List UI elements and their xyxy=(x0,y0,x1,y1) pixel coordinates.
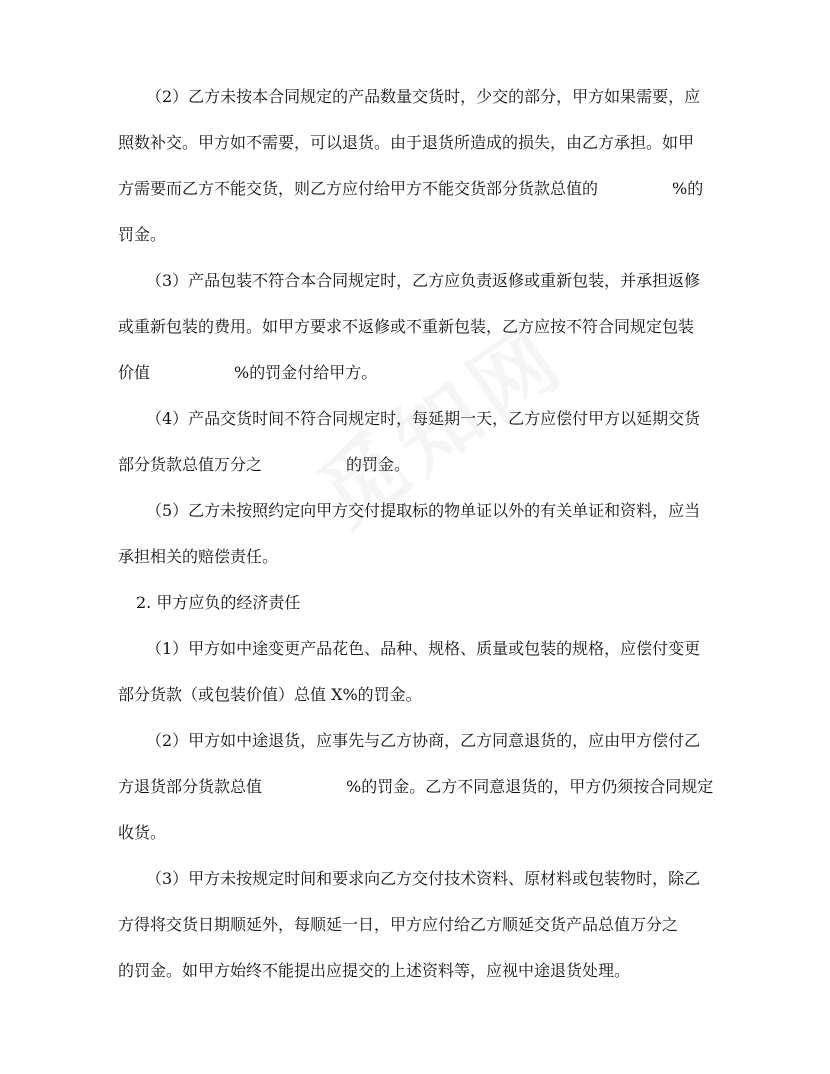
paragraph-line xyxy=(118,902,718,948)
fill-blank xyxy=(262,442,346,488)
text-span: 方退货部分货款总值 xyxy=(118,777,263,796)
fill-blank xyxy=(598,166,672,212)
text-span: （3）产品包装不符合本合同规定时，乙方应负责返修或重新包装，并承担返修 xyxy=(146,271,701,290)
text-span: 的罚金。如甲方始终不能提出应提交的上述资料等，应视中途退货处理。 xyxy=(118,961,631,980)
text-span: 的罚金。 xyxy=(346,455,411,474)
paragraph-line xyxy=(118,672,718,718)
paragraph-line xyxy=(118,396,718,442)
text-span: %的 xyxy=(672,179,704,198)
text-span: 罚金。 xyxy=(118,225,167,244)
paragraph-line xyxy=(118,488,718,534)
paragraph-line xyxy=(118,534,718,580)
text-span: %的罚金付给甲方。 xyxy=(234,363,378,382)
text-span: （2）乙方未按本合同规定的产品数量交货时，少交的部分，甲方如果需要，应 xyxy=(146,87,701,106)
text-span: %的罚金。乙方不同意退货的，甲方仍须按合同规定 xyxy=(346,777,714,796)
text-span: 价值 xyxy=(118,363,151,382)
contract-text xyxy=(118,74,718,994)
text-span: 收货。 xyxy=(118,823,167,842)
text-span: 部分货款总值万分之 xyxy=(118,455,263,474)
paragraph-line xyxy=(118,718,718,764)
text-span: （4）产品交货时间不符合同规定时，每延期一天，乙方应偿付甲方以延期交货 xyxy=(146,409,701,428)
heading-text: 2. 甲方应负的经济责任 xyxy=(136,593,301,612)
text-span: （1）甲方如中途变更产品花色、品种、规格、质量或包装的规格，应偿付变更 xyxy=(146,639,701,658)
paragraph-line xyxy=(118,304,718,350)
paragraph-line xyxy=(118,948,718,994)
paragraph-line xyxy=(118,856,718,902)
text-span: （5）乙方未按照约定向甲方交付提取标的物单证以外的有关单证和资料，应当 xyxy=(146,501,701,520)
paragraph-line xyxy=(118,442,718,488)
paragraph-line xyxy=(118,74,718,120)
paragraph-line xyxy=(118,764,718,810)
paragraph-line xyxy=(118,810,718,856)
paragraph-line xyxy=(118,626,718,672)
text-span: 方得将交货日期顺延外，每顺延一日，甲方应付给乙方顺延交货产品总值万分之 xyxy=(118,915,679,934)
fill-blank xyxy=(262,764,346,810)
paragraph-line xyxy=(118,258,718,304)
text-span: （2）甲方如中途退货，应事先与乙方协商，乙方同意退货的，应由甲方偿付乙 xyxy=(146,731,701,750)
text-span: （3）甲方未按规定时间和要求向乙方交付技术资料、原材料或包装物时，除乙 xyxy=(146,869,701,888)
text-span: 照数补交。甲方如不需要，可以退货。由于退货所造成的损失，由乙方承担。如甲 xyxy=(118,133,695,152)
text-span: 承担相关的赔偿责任。 xyxy=(118,547,279,566)
paragraph-line xyxy=(118,350,718,396)
text-span: 或重新包装的费用。如甲方要求不返修或不重新包装，乙方应按不符合同规定包装 xyxy=(118,317,695,336)
paragraph-line xyxy=(118,120,718,166)
text-span: 方需要而乙方不能交货，则乙方应付给甲方不能交货部分货款总值的 xyxy=(118,179,599,198)
paragraph-line xyxy=(118,212,718,258)
section-heading xyxy=(118,580,718,626)
paragraph-line xyxy=(118,166,718,212)
text-span: 部分货款（或包装价值）总值 X%的罚金。 xyxy=(118,685,422,704)
fill-blank xyxy=(150,350,234,396)
